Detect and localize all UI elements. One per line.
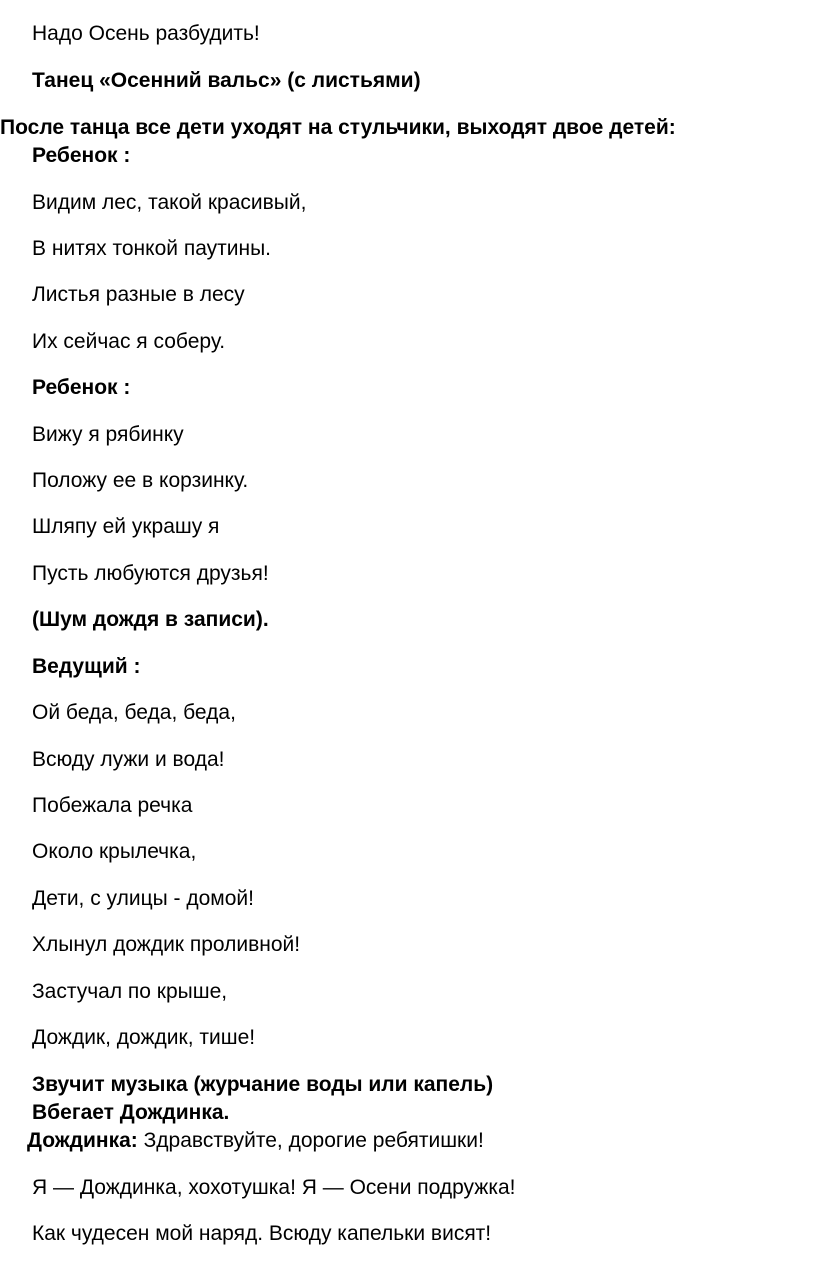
dance-title: Танец «Осенний вальс» (с листьями) (32, 69, 421, 92)
text-line: Их сейчас я соберу. (32, 330, 226, 353)
text-line: Хлынул дождик проливной! (32, 933, 301, 956)
stage-direction: Звучит музыка (журчание воды или капель) (32, 1073, 494, 1096)
text-line: Положу ее в корзинку. (32, 469, 249, 492)
text-line: Пусть любуются друзья! (32, 562, 269, 585)
speaker-label: Дождинка: (27, 1129, 138, 1152)
speaker-label: Ведущий : (32, 655, 141, 678)
dialogue-text: Здравствуйте, дорогие ребятишки! (137, 1129, 484, 1152)
dialogue-line (27, 1129, 484, 1153)
text-line: Как чудесен мой наряд. Всюду капельки висят! (32, 1222, 492, 1245)
stage-direction: Вбегает Дождинка. (32, 1101, 230, 1124)
text-line: Застучал по крыше, (32, 980, 228, 1003)
text-line: Всюду лужи и вода! (32, 748, 225, 771)
text-line: Вижу я рябинку (32, 423, 184, 446)
speaker-label: Ребенок : (32, 376, 131, 399)
text-line: Около крылечка, (32, 840, 197, 863)
stage-direction: После танца все дети уходят на стульчики, выходят двое детей: (0, 116, 676, 139)
stage-direction: (Шум дождя в записи). (32, 608, 269, 631)
text-line: Листья разные в лесу (32, 283, 245, 306)
text-line: Я — Дождинка, хохотушка! Я — Осени подружка! (32, 1176, 516, 1199)
text-line: Побежала речка (32, 794, 193, 817)
text-line: Ой беда, беда, беда, (32, 701, 236, 724)
speaker-label: Ребенок : (32, 144, 131, 167)
text-line: Дети, с улицы - домой! (32, 887, 254, 910)
text-line: Надо Осень разбудить! (32, 22, 260, 45)
text-line: В нитях тонкой паутины. (32, 237, 272, 260)
text-line: Дождик, дождик, тише! (32, 1026, 256, 1049)
text-line: Шляпу ей украшу я (32, 515, 220, 538)
text-line: Видим лес, такой красивый, (32, 191, 307, 214)
